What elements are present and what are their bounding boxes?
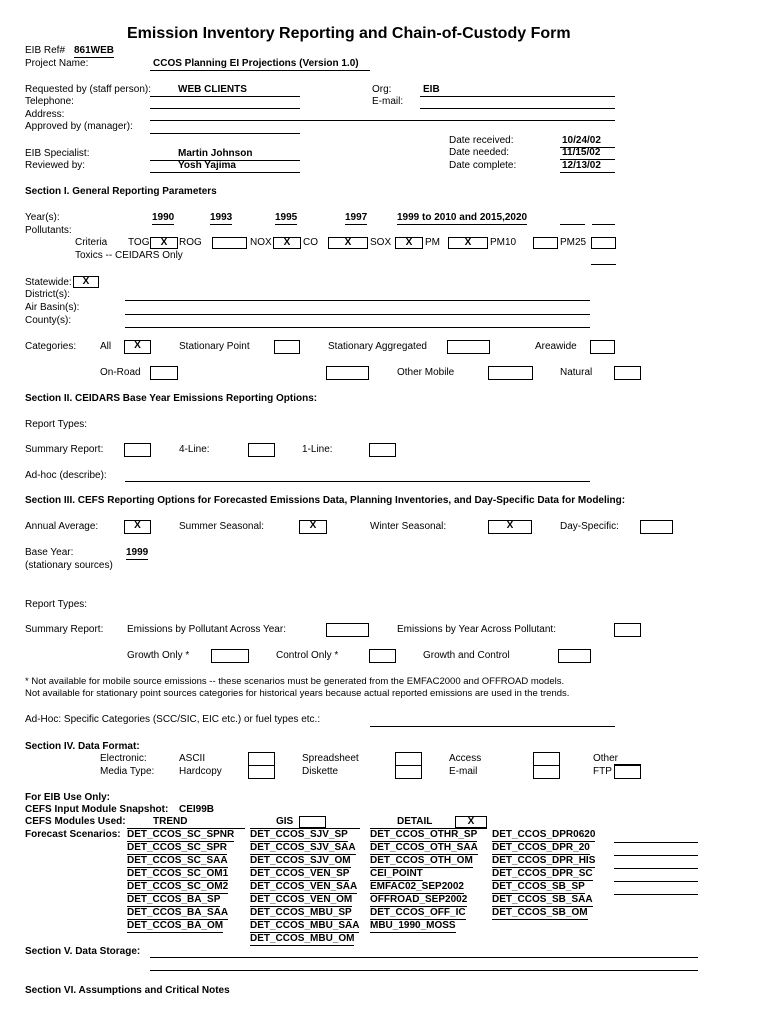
years-label: Year(s): bbox=[25, 212, 60, 223]
project-name-label: Project Name: bbox=[25, 58, 89, 69]
scenario: DET_CCOS_BA_SAA bbox=[127, 907, 229, 918]
reviewed-by-line bbox=[150, 172, 300, 173]
category-areawide-checkbox[interactable] bbox=[590, 340, 615, 354]
s2-summary-report-label: Summary Report: bbox=[25, 444, 104, 455]
date-received-label: Date received: bbox=[449, 135, 514, 146]
scenario: DET_CCOS_MBU_SP bbox=[250, 907, 352, 918]
gis-checkbox[interactable] bbox=[299, 816, 326, 828]
scenario: DET_CCOS_DPR_HIS bbox=[492, 855, 596, 866]
year-1995: 1995 bbox=[275, 212, 298, 223]
scenario: DET_CCOS_SB_SP bbox=[492, 881, 585, 892]
hardcopy-checkbox[interactable] bbox=[248, 765, 275, 779]
forecast-scenarios-label: Forecast Scenarios: bbox=[25, 829, 121, 840]
note-stationary: Not available for stationary point sources categories for historical years because actual reported emissions are used in the trends. bbox=[25, 688, 570, 699]
org-value: EIB bbox=[423, 84, 440, 95]
toxics-line bbox=[591, 264, 616, 265]
eib-specialist-value: Martin Johnson bbox=[178, 148, 253, 159]
s2-adhoc-line bbox=[125, 481, 590, 482]
day-specific-label: Day-Specific: bbox=[560, 521, 619, 532]
pollutant-sox-checkbox[interactable]: X bbox=[395, 237, 423, 249]
air-basin-label: Air Basin(s): bbox=[25, 302, 80, 313]
s2-4line-label: 4-Line: bbox=[179, 444, 210, 455]
section-6-heading: Section VI. Assumptions and Critical Notes bbox=[25, 985, 230, 996]
scenario: DET_CCOS_VEN_SP bbox=[250, 868, 350, 879]
other-line bbox=[614, 764, 641, 765]
county-label: County(s): bbox=[25, 315, 72, 326]
scenario: DET_CCOS_DPR_20 bbox=[492, 842, 590, 853]
module-trend: TREND bbox=[153, 816, 188, 827]
modules-used-label: CEFS Modules Used: bbox=[25, 816, 126, 827]
category-stationary-aggregated-checkbox[interactable] bbox=[447, 340, 490, 354]
email-label: E-mail: bbox=[372, 96, 404, 107]
pollutant-pm25-checkbox[interactable] bbox=[591, 237, 616, 249]
address-label: Address: bbox=[25, 109, 65, 120]
annual-average-checkbox[interactable]: X bbox=[124, 520, 151, 534]
year-1997: 1997 bbox=[345, 212, 368, 223]
growth-control-checkbox[interactable] bbox=[558, 649, 591, 663]
s3-adhoc-line bbox=[370, 726, 615, 727]
winter-seasonal-checkbox[interactable]: X bbox=[488, 520, 532, 534]
media-type-label: Media Type: bbox=[100, 766, 155, 777]
detail-checkbox[interactable]: X bbox=[455, 816, 487, 828]
control-only-label: Control Only * bbox=[276, 650, 339, 661]
s2-report-types-label: Report Types: bbox=[25, 419, 88, 430]
toxics-label: Toxics -- CEIDARS Only bbox=[75, 250, 183, 261]
s3-adhoc-label: Ad-Hoc: Specific Categories (SCC/SIC, EIC etc.) or fuel types etc.: bbox=[25, 714, 321, 725]
year-blank-1 bbox=[560, 224, 585, 225]
scenario: DET_CCOS_SB_OM bbox=[492, 907, 588, 918]
pollutant-co-checkbox[interactable]: X bbox=[328, 237, 368, 249]
ftp-label: FTP bbox=[593, 766, 612, 777]
category-unlabeled-checkbox[interactable] bbox=[326, 366, 369, 380]
growth-control-label: Growth and Control bbox=[423, 650, 510, 661]
section-1-heading: Section I. General Reporting Parameters bbox=[25, 186, 217, 197]
scenario: DET_CCOS_SC_OM2 bbox=[127, 881, 229, 892]
pollutant-pm10-label: PM10 bbox=[490, 237, 517, 248]
scenario: DET_CCOS_OTH_SAA bbox=[370, 842, 478, 853]
statewide-checkbox[interactable]: X bbox=[73, 276, 99, 288]
requested-by-value: WEB CLIENTS bbox=[178, 84, 247, 95]
section-5-heading: Section V. Data Storage: bbox=[25, 946, 141, 957]
air-basin-line bbox=[125, 314, 590, 315]
date-complete-value: 12/13/02 bbox=[562, 160, 601, 171]
category-natural-checkbox[interactable] bbox=[614, 366, 641, 380]
category-areawide-label: Areawide bbox=[535, 341, 577, 352]
pollutant-tog-label: TOG bbox=[128, 237, 150, 248]
year-1993: 1993 bbox=[210, 212, 233, 223]
ascii-checkbox[interactable] bbox=[248, 752, 275, 766]
by-pollutant-label: Emissions by Pollutant Across Year: bbox=[127, 624, 286, 635]
section-2-heading: Section II. CEIDARS Base Year Emissions Reporting Options: bbox=[25, 393, 318, 404]
scenario-extra-line bbox=[614, 842, 698, 843]
snapshot-value: CEI99B bbox=[179, 804, 215, 815]
scenario: CEI_POINT bbox=[370, 868, 423, 879]
electronic-label: Electronic: bbox=[100, 753, 147, 764]
summer-seasonal-label: Summer Seasonal: bbox=[179, 521, 265, 532]
annual-average-label: Annual Average: bbox=[25, 521, 99, 532]
diskette-label: Diskette bbox=[302, 766, 339, 777]
email-line bbox=[420, 108, 615, 109]
pollutant-tog-checkbox[interactable]: X bbox=[150, 237, 178, 249]
growth-only-checkbox[interactable] bbox=[211, 649, 249, 663]
scenario: DET_CCOS_OTH_OM bbox=[370, 855, 473, 866]
scenario: DET_CCOS_DPR0620 bbox=[492, 829, 596, 840]
by-year-label: Emissions by Year Across Pollutant: bbox=[397, 624, 556, 635]
approved-by-label: Approved by (manager): bbox=[25, 121, 133, 132]
category-onroad-label: On-Road bbox=[100, 367, 141, 378]
ftp-checkbox[interactable] bbox=[614, 765, 641, 779]
eib-specialist-label: EIB Specialist: bbox=[25, 148, 90, 159]
scenario: DET_CCOS_VEN_OM bbox=[250, 894, 353, 905]
address-line bbox=[150, 120, 615, 121]
scenario: DET_CCOS_VEN_SAA bbox=[250, 881, 358, 892]
eib-use-heading: For EIB Use Only: bbox=[25, 792, 111, 803]
growth-only-label: Growth Only * bbox=[127, 650, 190, 661]
pollutant-pm25-label: PM25 bbox=[560, 237, 587, 248]
section-3-heading: Section III. CEFS Reporting Options for Forecasted Emissions Data, Planning Inventories, and Day-Specific Data for Modeling: bbox=[25, 495, 626, 506]
pollutant-nox-label: NOX bbox=[250, 237, 272, 248]
scenario: MBU_1990_MOSS bbox=[370, 920, 456, 931]
scenario: DET_CCOS_SJV_OM bbox=[250, 855, 351, 866]
diskette-checkbox[interactable] bbox=[395, 765, 422, 779]
category-stationary-point-label: Stationary Point bbox=[179, 341, 250, 352]
s2-summary-report-checkbox[interactable] bbox=[124, 443, 151, 457]
pollutant-nox-checkbox[interactable]: X bbox=[273, 237, 301, 249]
reviewed-by-label: Reviewed by: bbox=[25, 160, 86, 171]
pollutants-label: Pollutants: bbox=[25, 225, 72, 236]
section-4-heading: Section IV. Data Format: bbox=[25, 741, 140, 752]
pollutant-co-label: CO bbox=[303, 237, 318, 248]
by-year-checkbox[interactable] bbox=[614, 623, 641, 637]
scenario: DET_CCOS_BA_SP bbox=[127, 894, 221, 905]
scenario: DET_CCOS_SC_SPNR bbox=[127, 829, 235, 840]
s3-summary-report-label: Summary Report: bbox=[25, 624, 104, 635]
s3-report-types-label: Report Types: bbox=[25, 599, 88, 610]
module-gis: GIS bbox=[276, 816, 294, 827]
scenario: DET_CCOS_SJV_SAA bbox=[250, 842, 356, 853]
base-year-label: Base Year: bbox=[25, 547, 74, 558]
pollutant-rog-label: ROG bbox=[179, 237, 202, 248]
telephone-label: Telephone: bbox=[25, 96, 74, 107]
project-name-line bbox=[150, 70, 370, 71]
category-other-mobile-label: Other Mobile bbox=[397, 367, 455, 378]
statewide-label: Statewide: bbox=[25, 277, 72, 288]
ascii-label: ASCII bbox=[179, 753, 206, 764]
pollutant-pm-checkbox[interactable]: X bbox=[448, 237, 488, 249]
module-detail: DETAIL bbox=[397, 816, 433, 827]
org-line bbox=[420, 96, 615, 97]
category-natural-label: Natural bbox=[560, 367, 593, 378]
scenario-extra-line bbox=[614, 881, 698, 882]
other-label: Other bbox=[593, 753, 619, 764]
pollutant-pm-label: PM bbox=[425, 237, 440, 248]
telephone-line bbox=[150, 108, 300, 109]
scenario-extra-line bbox=[614, 894, 698, 895]
scenario-extra-line bbox=[614, 868, 698, 869]
category-onroad-checkbox[interactable] bbox=[150, 366, 178, 380]
project-name-value: CCOS Planning EI Projections (Version 1.0) bbox=[153, 58, 359, 69]
scenario: DET_CCOS_SB_SAA bbox=[492, 894, 593, 905]
categories-label: Categories: bbox=[25, 341, 77, 352]
scenario: DET_CCOS_MBU_SAA bbox=[250, 920, 360, 931]
s2-1line-checkbox[interactable] bbox=[369, 443, 396, 457]
summer-seasonal-checkbox[interactable]: X bbox=[299, 520, 327, 534]
email-format-label: E-mail bbox=[449, 766, 478, 777]
requested-by-label: Requested by (staff person): bbox=[25, 84, 151, 95]
snapshot-label: CEFS Input Module Snapshot: bbox=[25, 804, 169, 815]
scenario: DET_CCOS_BA_OM bbox=[127, 920, 224, 931]
category-stationary-point-checkbox[interactable] bbox=[274, 340, 300, 354]
scenario: DET_CCOS_MBU_OM bbox=[250, 933, 355, 944]
requested-by-line bbox=[150, 96, 300, 97]
s2-adhoc-label: Ad-hoc (describe): bbox=[25, 470, 107, 481]
spreadsheet-checkbox[interactable] bbox=[395, 752, 422, 766]
pollutant-sox-label: SOX bbox=[370, 237, 392, 248]
year-blank-2 bbox=[592, 224, 615, 225]
year-1990: 1990 bbox=[152, 212, 175, 223]
s2-4line-checkbox[interactable] bbox=[248, 443, 275, 457]
base-year-value: 1999 bbox=[126, 547, 149, 558]
criteria-label: Criteria bbox=[75, 237, 108, 248]
winter-seasonal-label: Winter Seasonal: bbox=[370, 521, 447, 532]
category-all-label: All bbox=[100, 341, 112, 352]
scenario: DET_CCOS_SC_SAA bbox=[127, 855, 228, 866]
scenario-extra-line bbox=[614, 855, 698, 856]
org-label: Org: bbox=[372, 84, 392, 95]
scenario: DET_CCOS_OTHR_SP bbox=[370, 829, 478, 840]
hardcopy-label: Hardcopy bbox=[179, 766, 222, 777]
district-line bbox=[125, 300, 590, 301]
approved-by-line bbox=[150, 133, 300, 134]
eib-ref-label: EIB Ref# bbox=[25, 45, 66, 56]
scenario: DET_CCOS_SJV_SP bbox=[250, 829, 348, 840]
category-all-checkbox[interactable]: X bbox=[124, 340, 151, 354]
date-needed-value: 11/15/02 bbox=[562, 147, 601, 158]
access-label: Access bbox=[449, 753, 482, 764]
reviewed-by-value: Yosh Yajima bbox=[178, 160, 236, 171]
form-title: Emission Inventory Reporting and Chain-of-Custody Form bbox=[127, 25, 571, 42]
scenario: DET_CCOS_SC_SPR bbox=[127, 842, 228, 853]
pollutant-rog-checkbox[interactable] bbox=[212, 237, 247, 249]
scenario: DET_CCOS_SC_OM1 bbox=[127, 868, 229, 879]
control-only-checkbox[interactable] bbox=[369, 649, 396, 663]
by-pollutant-checkbox[interactable] bbox=[326, 623, 369, 637]
year-range: 1999 to 2010 and 2015,2020 bbox=[397, 212, 528, 223]
eib-ref-value: 861WEB bbox=[74, 45, 115, 56]
district-label: District(s): bbox=[25, 289, 70, 300]
stationary-sources-label: (stationary sources) bbox=[25, 560, 113, 571]
note-mobile: * Not available for mobile source emissions -- these scenarios must be generated from the EMFAC2000 and OFFROAD models. bbox=[25, 676, 565, 687]
date-complete-line bbox=[560, 172, 615, 173]
email-format-checkbox[interactable] bbox=[533, 765, 560, 779]
spreadsheet-label: Spreadsheet bbox=[302, 753, 359, 764]
scenario: EMFAC02_SEP2002 bbox=[370, 881, 464, 892]
county-line bbox=[125, 327, 590, 328]
category-other-mobile-checkbox[interactable] bbox=[488, 366, 533, 380]
date-complete-label: Date complete: bbox=[449, 160, 517, 171]
date-received-value: 10/24/02 bbox=[562, 135, 601, 146]
scenario: DET_CCOS_DPR_SC bbox=[492, 868, 593, 879]
data-storage-line-2 bbox=[150, 970, 698, 971]
date-needed-label: Date needed: bbox=[449, 147, 510, 158]
access-checkbox[interactable] bbox=[533, 752, 560, 766]
pollutant-pm10-checkbox[interactable] bbox=[533, 237, 558, 249]
day-specific-checkbox[interactable] bbox=[640, 520, 673, 534]
data-storage-line-1 bbox=[150, 957, 698, 958]
category-stationary-aggregated-label: Stationary Aggregated bbox=[328, 341, 427, 352]
s2-1line-label: 1-Line: bbox=[302, 444, 333, 455]
scenario: DET_CCOS_OFF_IC bbox=[370, 907, 466, 918]
scenario: OFFROAD_SEP2002 bbox=[370, 894, 468, 905]
